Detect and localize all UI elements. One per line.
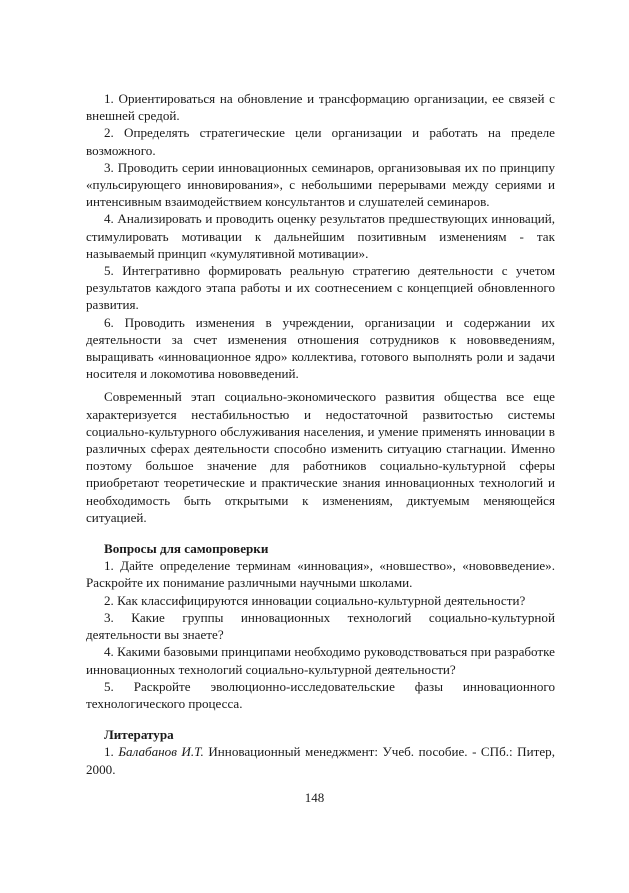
list-item: 2. Определять стратегические цели организации и работать на пределе возможного.: [86, 125, 555, 158]
list-item: 3. Проводить серии инновационных семинаров, организовывая их по принципу «пульсирующего инновирования», с небольшими перерывами между сериями и интенсивным взаимодействием консультантов и слушателей семинаров.: [86, 159, 555, 210]
list-item: 1. Ориентироваться на обновление и трансформацию организации, ее связей с внешней средой.: [86, 91, 555, 124]
page-body: [86, 90, 555, 778]
question-item: 5. Раскройте эволюционно-исследовательские фазы инновационного технологического процесса.: [86, 678, 555, 711]
literature-heading: Литература: [104, 727, 174, 743]
question-item: 4. Какими базовыми принципами необходимо руководствоваться при разработке инновационных технологий социально-культурной деятельности?: [86, 644, 555, 677]
questions-heading: Вопросы для самопроверки: [104, 541, 269, 557]
list-item: 6. Проводить изменения в учреждении, организации и содержании их деятельности за счет изменения отношения сотрудников к нововведениям, выращивать «инновационное ядро» коллектива, готового выполнять роли и задачи носителя и локомотива нововведений.: [86, 314, 555, 382]
question-item: 3. Какие группы инновационных технологий социально-культурной деятельности вы знаете?: [86, 609, 555, 643]
list-item: 4. Анализировать и проводить оценку результатов предшествующих инноваций, стимулировать мотивации к дальнейшим позитивным изменениям - так называемый принцип «кумулятивной мотивации».: [86, 211, 555, 261]
question-item: 2. Как классифицируются инновации социально-культурной деятельности?: [104, 592, 526, 608]
literature-number: 1.: [104, 744, 114, 760]
literature-text: Инновационный менеджмент: Учеб. пособие. - СПб.: Питер, 2000.: [86, 744, 555, 777]
conclusion-paragraph: Современный этап социально-экономического развития общества все еще характеризуется нестабильностью и недостаточной развитостью системы социально-культурного обслуживания населения, и умение применять инновации в различных сферах деятельности способно изменить ситуацию стагнации. Именно поэтому большое значение для работников социально-культурной сферы приобретают теоретические и практические знания инновационных технологий и необходимость быть открытыми к изменениям, диктуемым меняющейся ситуацией.: [86, 389, 555, 525]
list-item: 5. Интегративно формировать реальную стратегию деятельности с учетом результатов каждого этапа работы и их соотнесением с концепцией обновленного развития.: [86, 263, 555, 313]
question-item: 1. Дайте определение терминам «инновация», «новшество», «нововведение». Раскройте их понимание различными научными школами.: [86, 558, 555, 591]
page-number: 148: [304, 790, 325, 805]
literature-author: Балабанов И.Т.: [118, 744, 204, 760]
literature-item: [86, 743, 555, 777]
